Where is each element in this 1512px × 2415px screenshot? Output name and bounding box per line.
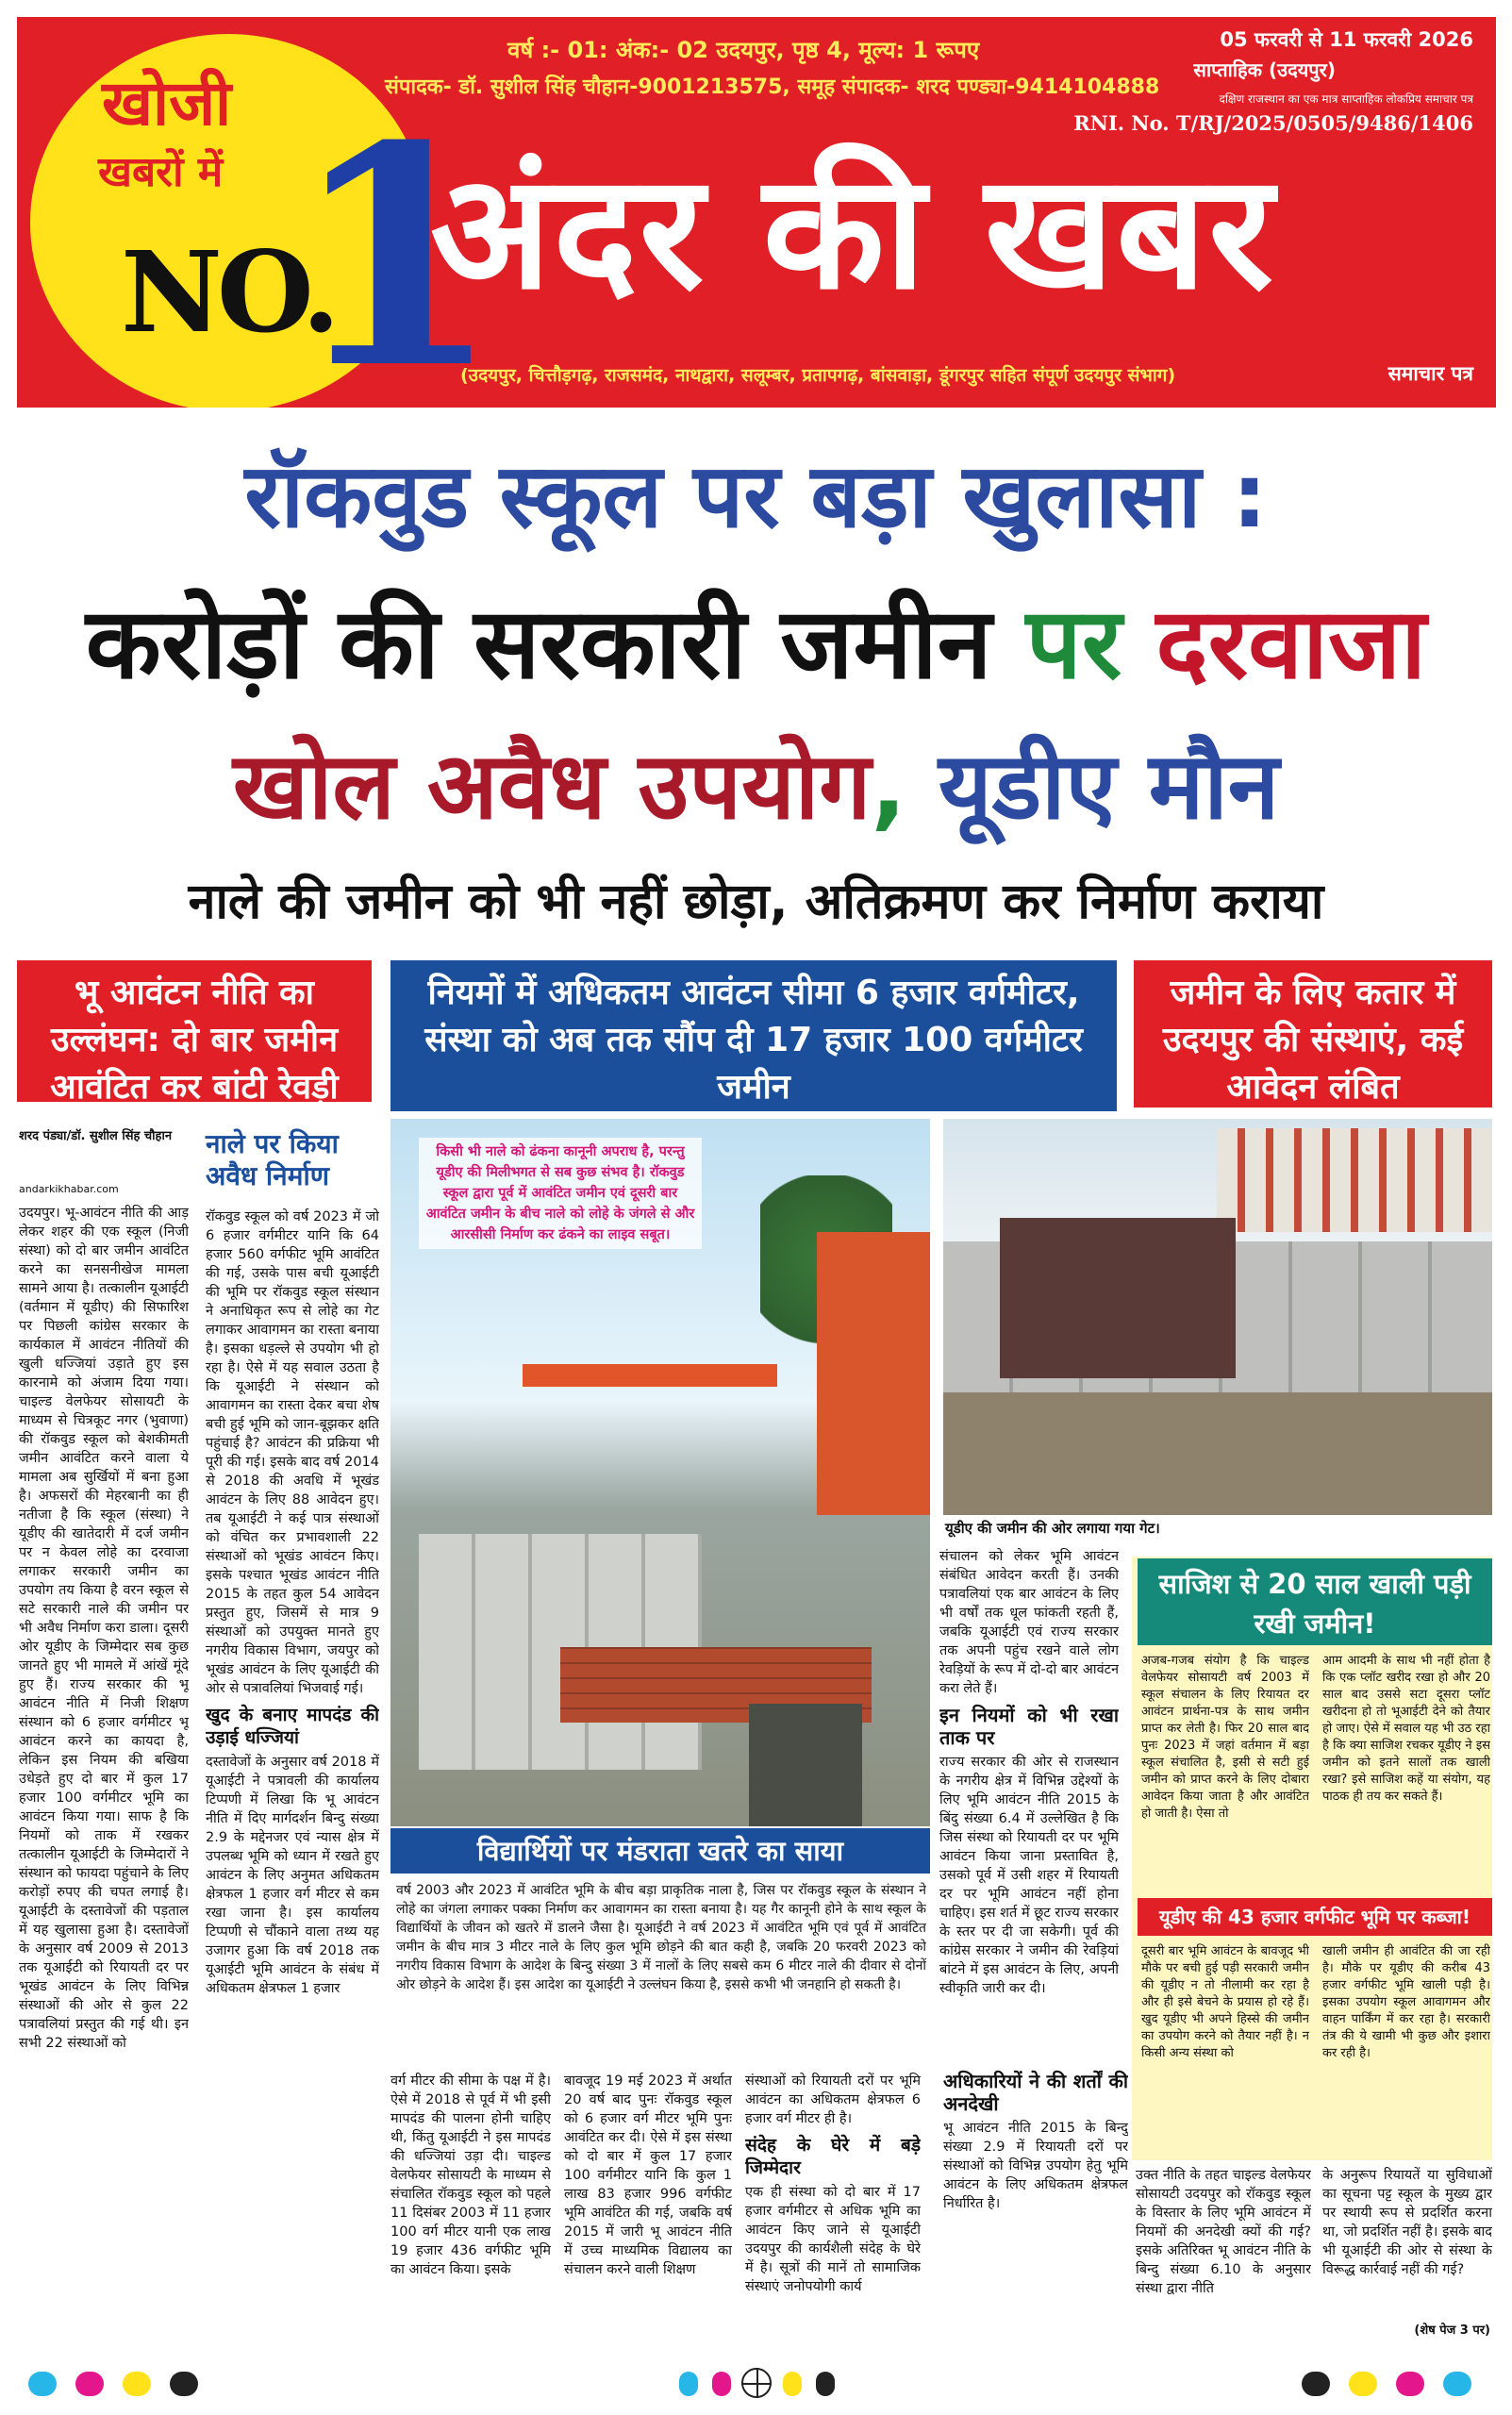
- article-column-1: उदयपुर। भू-आवंटन नीति की आड़ लेकर शहर की एक स्कूल (निजी संस्था) को दो बार जमीन आवंटित करने का सनसनीखेज मामला सामने आया है। तत्कालीन यूआईटी (वर्तमान में यूडीए) की सिफारिश पर पिछली कांग्रेस सरकार के कार्यकाल में आवंटन नीतियों की खुली धज्जियां उड़ाते हुए इस कारनामे को अंजाम दिया गया। चाइल्ड वेलफेयर सोसायटी के माध्यम से चित्रकूट नगर (भुवाणा) की रॉकवुड स्कूल को बेशकीमती जमीन आवंटित करने वाला ये मामला अब सुर्खियों में बना हुआ है। अफसरों की मेहरबानी का ही नतीजा है कि स्कूल (संस्था) ने यूडीए की खातेदारी में दर्ज जमीन पर न केवल लोहे का दरवाजा लगाकर सरकारी जमीन का उपयोग तय किया है वरन स्कूल से सटे सरकारी नाले की जमीन पर भी अवैध निर्माण करा डाला। दूसरी ओर यूडीए के जिम्मेदार सब कुछ जानते हुए भी मामले में आंखें मूंदे हुए हैं। राज्य सरकार की भू आवंटन नीति में निजी शिक्षण संस्थान को 6 हजार वर्गमीटर भू आवंटन करने का कायदा है, लेकिन इस नियम की बखिया उधेड़ते हुए दो बार में कुल 17 हजार 100 वर्गमीटर भूमि का आवंटन किया गया। साफ है कि नियमों को ताक में रखकर तत्कालीन यूआईटी के जिम्मेदारों ने संस्थान को फायदा पहुंचाने के लिए करोड़ों रुपए की चपत लगाई है। यूआईटी के दस्तावेजों की पड़ताल में यह खुलासा हुआ है। दस्तावेजों के अनुसार वर्ष 2009 से 2013 तक यूआईटी को रियायती दर पर भूखंड आवंटन के लिए विभिन्न संस्थाओं की ओर से कुल 22 पत्रावलियां प्रस्तुत की गई थी। इन सभी 22 संस्थाओं को: [19, 1206, 189, 2051]
- headline-3-a: खोल अवैध उपयोग: [232, 733, 872, 841]
- tagline: दक्षिण राजस्थान का एक मात्र साप्ताहिक लोकप्रिय समाचार पत्र: [1219, 92, 1473, 106]
- plot-heading: साजिश से 20 साल खाली पड़ी रखी जमीन!: [1138, 1558, 1492, 1645]
- column-5-body-2: एक ही संस्था को दो बार में 17 हजार वर्गमीटर से अधिक भूमि का आवंटन किए जाने से यूआईटी उदयपुर की कार्यशैली संदेह के घेरे में है। सूत्रों की मानें तो सामाजिक संस्थाएं जनोपयोगी कार्य: [745, 2185, 921, 2294]
- reg-dot-cyan: [28, 2372, 57, 2396]
- issue-line: वर्ष :- 01: अंक:- 02 उदयपुर, पृष्ठ 4, मूल्य: 1 रूपए: [507, 37, 980, 63]
- subhead-left: भू आवंटन नीति का उल्लंघन: दो बार जमीन आवंटित कर बांटी रेवड़ी: [17, 960, 372, 1102]
- headline-3-c: यूडीए मौन: [938, 733, 1280, 841]
- column-2-heading: नाले पर किया अवैध निर्माण: [206, 1128, 339, 1191]
- print-registration-bar: [0, 2360, 1512, 2407]
- headline-2-c: दरवाजा: [1122, 586, 1427, 701]
- photo-school-building: [1217, 1128, 1492, 1232]
- byline: शरद पंड्या/डॉ. सुशील सिंह चौहान: [19, 1129, 173, 1143]
- newspaper-title: अंदर की खबर: [430, 140, 1275, 325]
- badge-one: 1: [291, 81, 501, 408]
- headline-3: [0, 719, 1512, 845]
- article-column-2: [206, 1208, 379, 2336]
- newspaper-label: समाचार पत्र: [1387, 362, 1473, 385]
- photo-drain: [390, 1119, 930, 1826]
- photo-drain-channel: [749, 1704, 862, 1826]
- byline-url: andarkikhabar.com: [19, 1183, 119, 1195]
- column-2-body-1: रॉकवुड स्कूल को वर्ष 2023 में जो 6 हजार वर्गमीटर यानि कि 64 हजार 560 वर्गफीट भूमि आवंटित की गई, उसके पास बची यूआईटी की भूमि पर रॉकवुड स्कूल संस्थान ने अनाधिकृत रूप से लोहे का गेट लगाकर आवागमन का रास्ता बनाया है। इसका धड़ल्ले से उपयोग भी हो रहा है। ऐसे में यह सवाल उठता है कि यूआईटी ने संस्थान को आवागमन का रास्ता देकर बचा शेष बची हुई भूमि को जान-बूझकर क्षति पहुंचाई है? आवंटन की प्रक्रिया भी पूरी की गई। इसके बाद वर्ष 2014 से 2018 की अवधि में भूखंड आवंटन के लिए 88 आवेदन हुए। तब यूआईटी ने कई पात्र संस्थाओं को वंचित कर प्रभावशाली 22 संस्थाओं को भूखंड आवंटन किए। इसके पश्चात भूखंड आवंटन नीति 2015 के तहत कुल 54 आवेदन प्रस्तुत हुए, जिसमें से मात्र 9 संस्थाओं को उपयुक्त मानते हुए नगरीय विकास विभाग, जयपुर को भूखंड आवंटन के लिए यूआईटी की ओर से पत्रावलियां भिजवाई गई।: [206, 1209, 379, 1696]
- rni-number: RNI. No. T/RJ/2025/0505/9486/1406: [1073, 111, 1473, 135]
- column-2-subhead: खुद के बनाए मापदंड की उड़ाई धज्जियां: [206, 1705, 379, 1748]
- headline-2-a: करोड़ों की सरकारी जमीन: [85, 586, 1026, 701]
- reg-dot-yellow: [123, 2372, 151, 2396]
- reg-dot-magenta: [75, 2372, 104, 2396]
- subhead-mid: नियमों में अधिकतम आवंटन सीमा 6 हजार वर्गमीटर, संस्था को अब तक सौंप दी 17 हजार 100 वर्गमीटर जमीन: [390, 960, 1117, 1111]
- weekly-label: साप्ताहिक (उदयपुर): [1193, 58, 1336, 81]
- article-column-8: उक्त नीति के तहत चाइल्ड वेलफेयर सोसायटी उदयपुर को रॉकवुड स्कूल के विस्तार के लिए भूमि आवंटन में नियमों की अनदेखी क्यों की गई? इसके अतिरिक्त भू आवंटन नीति के बिन्दु संख्या 6.10 के अनुसार संस्था द्वारा नीति: [1136, 2168, 1311, 2296]
- subhead-right: जमीन के लिए कतार में उदयपुर की संस्थाएं, कई आवेदन लंबित: [1134, 960, 1492, 1108]
- plot-column-3: दूसरी बार भूमि आवंटन के बावजूद भी मौके पर बची हुई पड़ी सरकारी जमीन की यूडीए न तो नीलामी कर रहा है और ही इसे बेचने के प्रयास हो रहे हैं। खुद यूडीए भी अपने हिस्से की जमीन का उपयोग करने को तैयार नहीं है। न किसी अन्य संस्था को: [1141, 1944, 1309, 2060]
- plot-column-1: अजब-गजब संयोग है कि चाइल्ड वेलफेयर सोसायटी वर्ष 2003 में स्कूल संचालन के लिए रियायत दर आवंटन प्रार्थना-पत्र के साथ जमीन प्राप्त कर लेती है। फिर 20 साल बाद पुनः 2023 में जहां वर्तमान में बड़ा स्कूल संचालित है, इसी से सटी हुई जमीन को प्राप्त करने के लिए दोबारा आवेदन किया जाता है और आवंटित हो जाती है। ऐसा तो: [1141, 1654, 1309, 1821]
- headline-2-b: पर: [1025, 586, 1122, 701]
- article-column-9: के अनुरूप रियायतें या सुविधाओं का सूचना पट्ट स्कूल के मुख्य द्वार पर स्थायी रूप से प्रदर्शित करना था, जो प्रदर्शित नहीं है। इसके बाद भी यूआईटी की ओर से संस्था के विरूद्ध कार्रवाई नहीं की गई?: [1322, 2168, 1492, 2277]
- column-6-body-1: संचालन को लेकर भूमि आवंटन संबंधित आवेदन करती हैं। उनकी पत्रावलियां एक बार आवंटन के लिए भी वर्षों तक धूल फांकती रहती हैं, जबकि यूआईटी एवं राज्य सरकार तक अपनी पहुंच रखने वाले लोग रेवड़ियों के रूप में दो-दो बार आवंटन करा लेते हैं।: [939, 1549, 1119, 1696]
- continued-note: (शेष पेज 3 पर): [1414, 2323, 1490, 2338]
- masthead: [17, 17, 1496, 408]
- article-column-7: [943, 2064, 1128, 2336]
- headline-3-b: ,: [871, 733, 939, 841]
- column-6-subhead: इन नियमों को भी रखा ताक पर: [939, 1704, 1119, 1749]
- column-7-body: भू आवंटन नीति 2015 के बिन्दु संख्या 2.9 में रियायती दरों पर संस्थाओं को विभिन्न उपयोग हेतु भूमि आवंटन के लिए अधिकतम क्षेत्रफल निर्धारित है।: [943, 2121, 1128, 2211]
- reg-dot-magenta-2: [712, 2372, 731, 2396]
- issue-date: 05 फरवरी से 11 फरवरी 2026: [1220, 28, 1473, 51]
- photo-ground: [943, 1392, 1492, 1515]
- column-6-body-2: राज्य सरकार की ओर से राजस्थान के नगरीय क्षेत्र में विभिन्न उद्देश्यों के लिए भूमि आवंटन नीति 2015 के बिंदु संख्या 6.4 में उल्लेखित है कि जिस संस्था को रियायती दर पर भूमि आवंटन किया जाना प्रस्तावित है, उसको पूर्व में उसी शहर में रियायती दर पर भूमि आवंटन नहीं होना चाहिए। इस शर्त में छूट राज्य सरकार के स्तर पर दी जा सकेगी। पूर्व की कांग्रेस सरकार ने जमीन की रेवड़ियां बांटने में इस आवंटन के लिए, अपनी स्वीकृति जारी कर दी।: [939, 1755, 1119, 1996]
- reg-dot-cyan-3: [1443, 2372, 1471, 2396]
- editor-line: संपादक- डॉ. सुशील सिंह चौहान-9001213575, समूह संपादक- शरद पण्ड्या-9414104888: [385, 75, 1160, 99]
- registration-cross-icon: [741, 2368, 772, 2398]
- reg-dot-cyan-2: [679, 2372, 698, 2396]
- danger-body: वर्ष 2003 और 2023 में आवंटित भूमि के बीच बड़ा प्राकृतिक नाला है, जिस पर रॉकवुड स्कूल के संस्थान ने लोहे का जंगला लगाकर पक्का निर्माण कर आवागमन का रास्ता बनाया है। यह गैर कानूनी होने के साथ स्कूल के विद्यार्थियों के जीवन को खतरे में डालने जैसा है। यूआईटी ने वर्ष 2023 में आवंटित भूमि एवं पूर्व में आवंटित जमीन के बीच मात्र 3 मीटर नाले के लिए कुल भूमि छोड़ने की बात कही है, जबकि 20 फरवरी 2023 को नगरीय विकास विभाग के आदेश के बिन्दु संख्या 3 में नालों के लिए सबसे कम 6 मीटर नाले की दीवार से दोनों ओर छोड़ने के आदेश हैं। इस आदेश का यूआईटी ने उल्लंघन किया है, इससे कभी भी जनहानि हो सकती है।: [396, 1883, 926, 1992]
- headline-2: [0, 574, 1512, 707]
- reg-dot-yellow-3: [1349, 2372, 1377, 2396]
- plot-column-4: खाली जमीन ही आवंटित की जा रही है। मौके पर यूडीए की करीब 43 हजार वर्गफीट भूमि खाली पड़ी है। इसका उपयोग स्कूल आवागमन और वाहन पार्किंग में कर रहा है। सरकारी तंत्र की ये खामी भी कुछ और इशारा कर रही है।: [1322, 1944, 1490, 2060]
- article-column-4: बावजूद 19 मई 2023 में अर्थात 20 वर्ष बाद पुनः रॉकवुड स्कूल को 6 हजार वर्ग मीटर भूमि पुनः आवंटित कर दी। ऐसे में इस संस्था को दो बार में कुल 17 हजार 100 वर्गमीटर यानि कि कुल 1 लाख 83 हजार 996 वर्गफीट भूमि आवंटित की गई, जबकि वर्ष 2015 में जारी भू आवंटन नीति में उच्च माध्यमिक विद्यालय का संचालन करने वाली शिक्षण: [564, 2074, 732, 2277]
- danger-heading: विद्यार्थियों पर मंडराता खतरे का साया: [390, 1828, 930, 1874]
- badge-line1: खोजी: [102, 67, 232, 140]
- photo-gate-canopy: [523, 1364, 777, 1387]
- badge-no: NO.: [121, 226, 335, 358]
- badge-line2: खबरों में: [98, 148, 224, 196]
- photo-gate: [943, 1119, 1492, 1515]
- column-5-body-1: संस्थाओं को रियायती दरों पर भूमि आवंटन का अधिकतम क्षेत्रफल 6 हजार वर्ग मीटर ही है।: [745, 2074, 921, 2126]
- reg-dot-black-3: [1302, 2372, 1330, 2396]
- region-line: (उदयपुर, चित्तौड़गढ़, राजसमंद, नाथद्वारा, सलूम्बर, प्रतापगढ़, बांसवाड़ा, डूंगरपुर सहित संपूर्ण उदयपुर संभाग): [460, 365, 1176, 386]
- plot-mid-heading: यूडीए की 43 हजार वर्गफीट भूमि पर कब्जा!: [1138, 1898, 1492, 1936]
- article-column-3: वर्ग मीटर की सीमा के पक्ष में है। ऐसे में 2018 से पूर्व में भी इसी मापदंड की पालना होनी चाहिए थी, किंतु यूआईटी ने इस मापदंड की धज्जियां उड़ा दी। चाइल्ड वेलफेयर सोसायटी के माध्यम से संचालित रॉकवुड स्कूल को पहले 11 दिसंबर 2003 में 11 हजार 100 वर्ग मीटर यानी एक लाख 19 हजार 436 वर्गफीट भूमि का आवंटन किया। इसके: [390, 2074, 551, 2277]
- headline-1: रॉकवुड स्कूल पर बड़ा खुलासा :: [244, 445, 1268, 548]
- column-5-subhead: संदेह के घेरे में बड़े जिम्मेदार: [745, 2135, 921, 2178]
- reg-dot-black: [170, 2372, 198, 2396]
- photo-gate-caption: यूडीए की जमीन की ओर लगाया गया गेट।: [945, 1520, 1160, 1537]
- photo-drain-caption: किसी भी नाले को ढंकना कानूनी अपराध है, परन्तु यूडीए की मिलीभगत से सब कुछ संभव है। रॉकवुड स्कूल द्वारा पूर्व में आवंटित जमीन एवं दूसरी बार आवंटित जमीन के बीच नाले को लोहे के जंगले से और आरसीसी निर्माण कर ढंकने का लाइव सबूत।: [419, 1138, 702, 1249]
- reg-dot-magenta-3: [1396, 2372, 1424, 2396]
- photo-building: [817, 1232, 930, 1515]
- headline-4: नाले की जमीन को भी नहीं छोड़ा, अतिक्रमण कर निर्माण कराया: [188, 874, 1324, 930]
- reg-dot-yellow-2: [783, 2372, 802, 2396]
- article-column-5: [745, 2072, 921, 2336]
- plot-column-2: आम आदमी के साथ भी नहीं होता है कि एक प्लॉट खरीद रखा हो और 20 साल बाद उससे सटा दूसरा प्लॉट खरीदना हो तो भूआईटी देने को तैयार हो जाए। ऐसे में सवाल यह भी उठ रहा है कि क्या साजिश रचकर यूडीए ने इस जमीन को इतने सालों तक खाली रखा? इसे साजिश कहें या संयोग, यह पाठक ही तय कर सकते हैं।: [1322, 1654, 1490, 1804]
- photo-iron-gate: [1000, 1218, 1236, 1378]
- column-7-subhead: अधिकारियों ने की शर्तों की अनदेखी: [943, 2070, 1128, 2115]
- reg-dot-black-2: [816, 2372, 835, 2396]
- column-2-body-2: दस्तावेजों के अनुसार वर्ष 2018 में यूआईटी ने पत्रावली की कार्यालय टिप्पणी में लिखा कि भू आवंटन नीति में दिए मार्गदर्शन बिन्दु संख्या 2.9 के मद्देनजर एवं न्यास क्षेत्र में उपलब्ध भूमि को ध्यान में रखते हुए आवंटन के लिए अनुमत अधिकतम क्षेत्रफल 1 हजार वर्ग मीटर से कम रखा जाना है। इस कार्यालय टिप्पणी से चौंकाने वाला तथ्य यह उजागर हुआ कि वर्ष 2018 तक यूआईटी भूमि आवंटन के संबंध में अधिकतम क्षेत्रफल 1 हजार: [206, 1755, 379, 1996]
